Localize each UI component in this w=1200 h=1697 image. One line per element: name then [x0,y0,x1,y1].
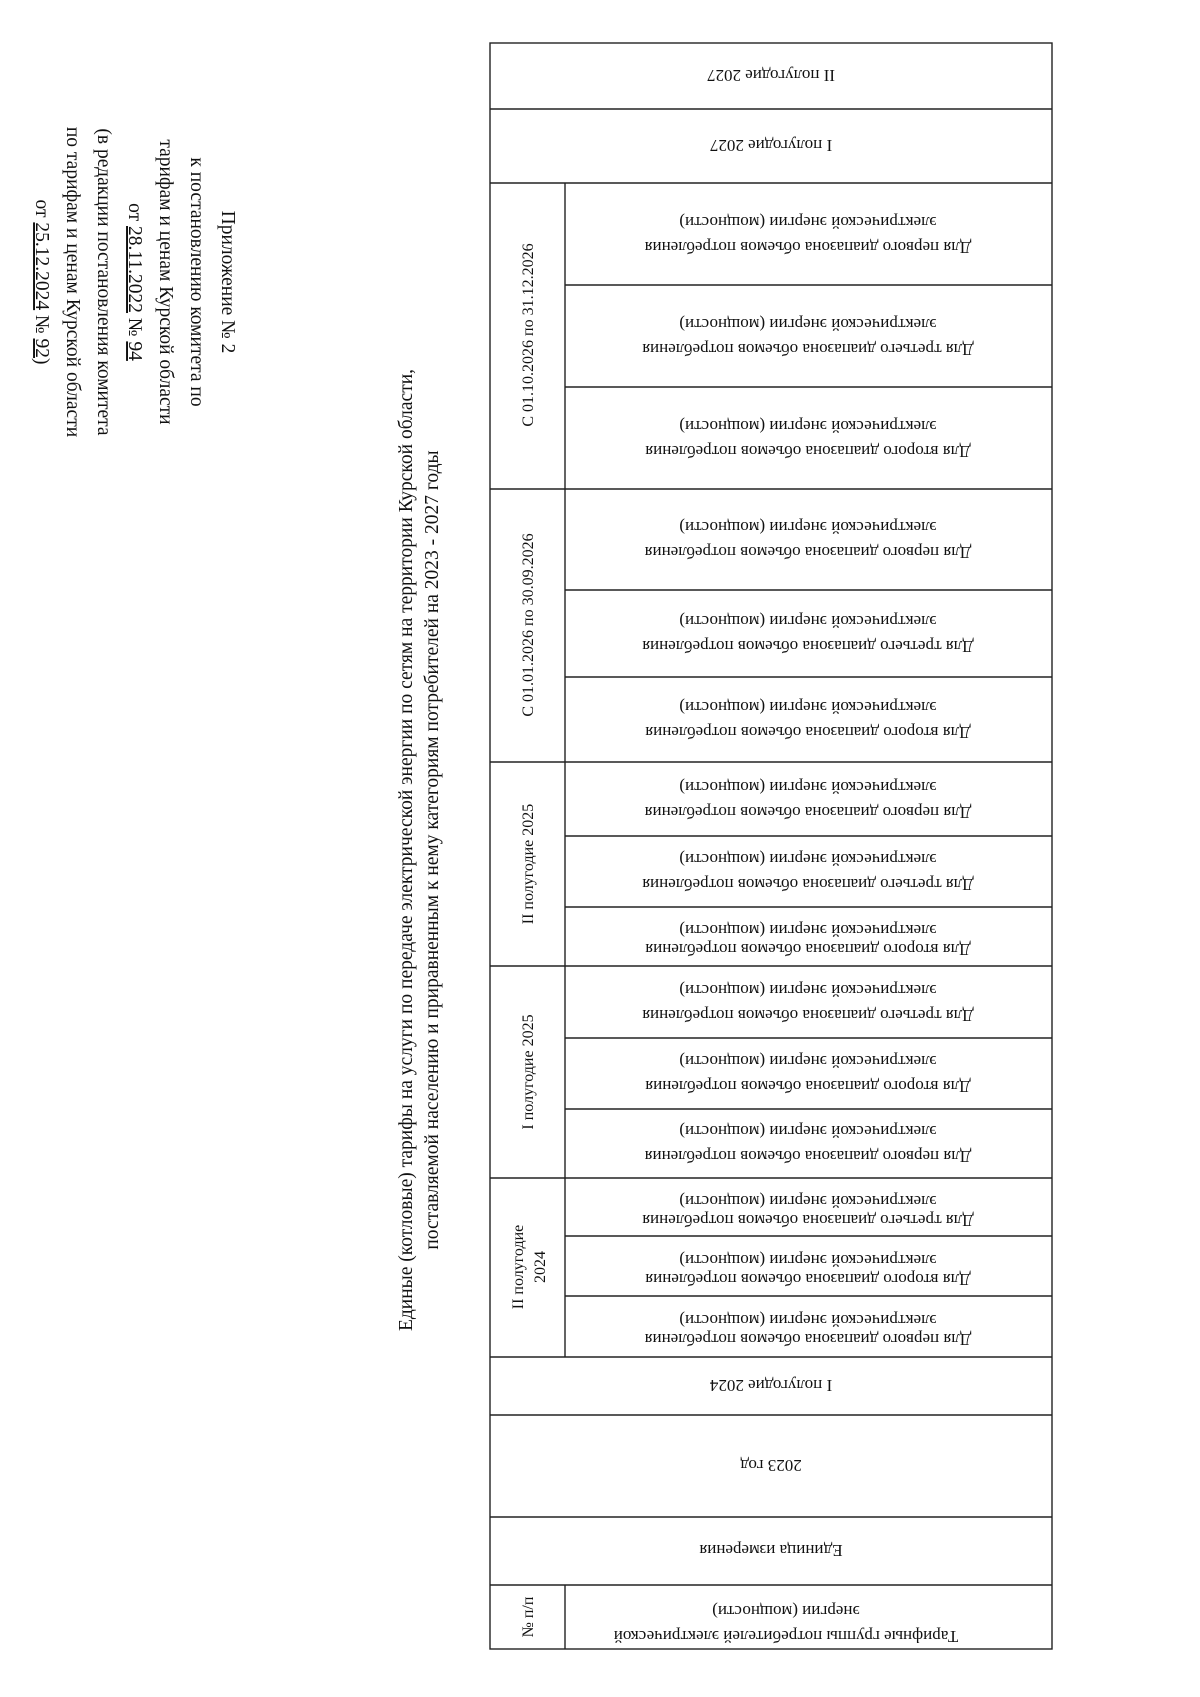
svg-text:электрической энергии (мощност: электрической энергии (мощности) [679,1052,937,1071]
svg-text:Для первого диапазона объемов: Для первого диапазона объемов потребления [644,1330,972,1349]
svg-text:Для первого диапазона объемов: Для первого диапазона объемов потребления [644,543,972,562]
svg-text:Для третьего диапазона объемов: Для третьего диапазона объемов потребления [642,875,974,894]
svg-text:электрической энергии (мощност: электрической энергии (мощности) [679,921,937,940]
svg-text:С 01.01.2026 по 30.09.2026: С 01.01.2026 по 30.09.2026 [520,533,537,717]
svg-text:Для третьего диапазона объемов: Для третьего диапазона объемов потребления [642,637,974,656]
title-line-2: поставляемой населению и приравненным к нему категориям потребителей на 2023 - 2027 годы [422,450,443,1250]
svg-text:электрической энергии (мощност: электрической энергии (мощности) [679,778,937,797]
svg-text:электрической энергии (мощност: электрической энергии (мощности) [679,1251,937,1270]
svg-text:I полугодие 2025: I полугодие 2025 [520,1014,537,1130]
svg-text:Для третьего диапазона объемов: Для третьего диапазона объемов потребления [642,340,974,359]
svg-text:электрической энергии (мощност: электрической энергии (мощности) [679,612,937,631]
header-i-2024 [709,1376,832,1395]
appendix-revision-decree-line: от 25.12.2024 № 92) [31,199,52,365]
appendix-revision-line: (в редакции постановления комитета [93,128,114,436]
svg-text:Для второго диапазона объемов: Для второго диапазона объемов потребления [645,1077,971,1096]
appendix-ref-line: к постановлению комитета по [186,157,207,407]
svg-text:электрической энергии (мощност: электрической энергии (мощности) [679,981,937,1000]
svg-text:Для второго диапазона объемов: Для второго диапазона объемов потребления [645,723,971,742]
appendix-revision-line: по тарифам и ценам Курской области [62,126,83,438]
appendix-decree-line: от 28.11.2022 № 94 [124,203,145,361]
svg-text:Для третьего диапазона объемов: Для третьего диапазона объемов потребления [642,1006,974,1025]
svg-text:№ п/п: № п/п [520,1596,537,1638]
svg-text:Для второго диапазона объемов: Для второго диапазона объемов потребления [645,940,971,959]
svg-text:II полугодие 2027: II полугодие 2027 [706,66,836,85]
svg-text:Для третьего диапазона объемов: Для третьего диапазона объемов потребления [642,1211,974,1230]
svg-text:2023 год: 2023 год [740,1456,802,1475]
subheader-second-range [645,1251,971,1289]
svg-text:Единица измерения: Единица измерения [699,1541,843,1560]
subheader-third-range [642,1192,974,1230]
group-header-h2-2025 [520,804,537,925]
svg-text:I полугодие 2024: I полугодие 2024 [709,1376,833,1395]
subheader-first-range [645,1311,972,1349]
svg-text:Тарифные группы потребителей э: Тарифные группы потребителей электрической [613,1627,959,1646]
svg-text:электрической энергии (мощност: электрической энергии (мощности) [679,518,937,537]
header-unit [699,1541,842,1560]
group-header-2026-oct-dec [520,243,537,426]
svg-text:электрической энергии (мощност: электрической энергии (мощности) [679,1192,937,1211]
svg-text:II полугодие 2025: II полугодие 2025 [520,803,537,925]
svg-text:электрической энергии (мощност: электрической энергии (мощности) [679,1122,937,1141]
svg-text:II полугодие: II полугодие [510,1224,527,1310]
svg-text:электрической энергии (мощност: электрической энергии (мощности) [679,1311,937,1330]
header-ii-2027 [706,66,835,85]
svg-text:Для первого диапазона объемов: Для первого диапазона объемов потребления [644,803,972,822]
svg-text:электрической энергии (мощност: электрической энергии (мощности) [679,850,937,869]
svg-text:электрической энергии (мощност: электрической энергии (мощности) [679,315,937,334]
svg-text:Для первого диапазона объемов: Для первого диапазона объемов потребления [644,1147,972,1166]
header-i-2027 [709,136,832,155]
svg-text:2024: 2024 [532,1251,549,1283]
group-header-2026-jan-sep [520,533,537,716]
group-header-h1-2025 [520,1014,537,1129]
svg-text:электрической энергии (мощност: электрической энергии (мощности) [679,417,937,436]
title-line-1: Единые (котловые) тарифы на услуги по передаче электрической энергии по сетям на территории Курской области, [396,368,417,1332]
header-row-number [520,1596,537,1637]
svg-text:Для второго диапазона объемов: Для второго диапазона объемов потребления [645,1270,971,1289]
svg-text:Для второго диапазона объемов: Для второго диапазона объемов потребления [645,442,971,461]
svg-text:Для первого диапазона объемов: Для первого диапазона объемов потребления [644,238,972,257]
svg-text:электрической энергии (мощност: электрической энергии (мощности) [679,213,937,232]
appendix-number: Приложение № 2 [217,210,238,354]
header-2023 [740,1456,802,1475]
appendix-ref-line: тарифам и ценам Курской области [155,139,176,425]
svg-text:С 01.10.2026 по 31.12.2026: С 01.10.2026 по 31.12.2026 [520,243,537,427]
svg-text:I полугодие 2027: I полугодие 2027 [709,136,833,155]
svg-text:электрической энергии (мощност: электрической энергии (мощности) [679,698,937,717]
subheader-second-range [645,921,971,959]
svg-text:энергии (мощности): энергии (мощности) [712,1602,860,1621]
